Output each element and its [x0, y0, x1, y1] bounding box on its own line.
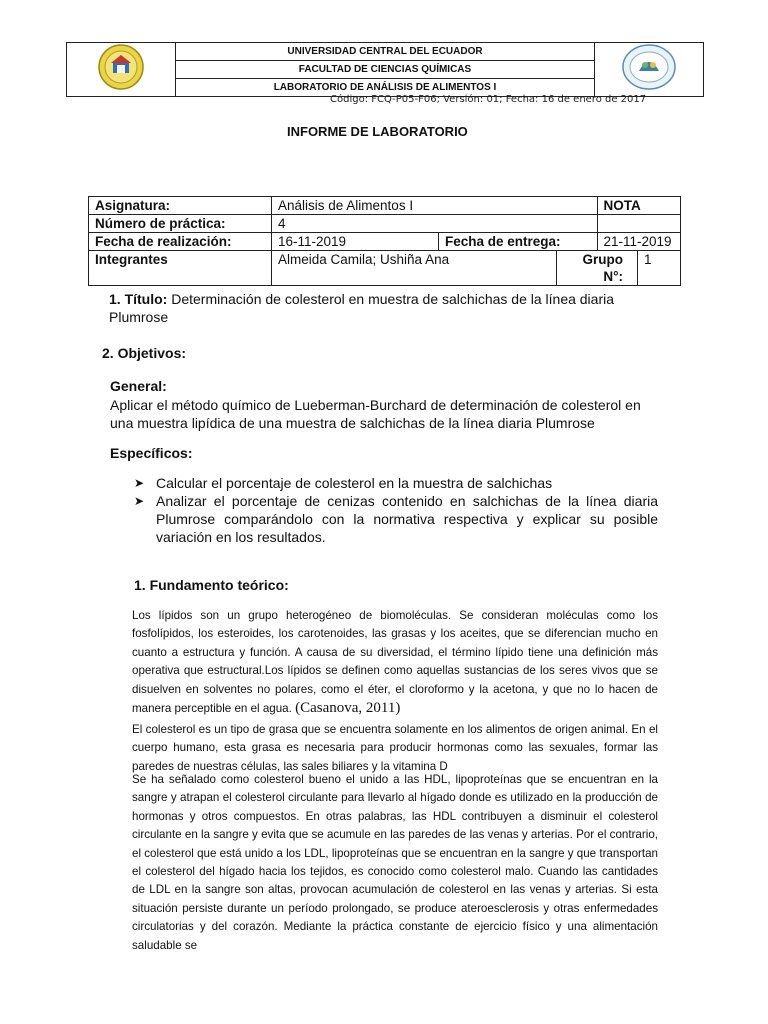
laboratory-name: LABORATORIO DE ANÁLISIS DE ALIMENTOS I: [176, 79, 595, 97]
report-info-table: [88, 196, 681, 286]
grade-label: NOTA: [597, 197, 681, 215]
university-name: UNIVERSIDAD CENTRAL DEL ECUADOR: [176, 43, 595, 61]
arrow-bullet-icon: ➤: [134, 476, 145, 490]
arrow-bullet-icon: ➤: [134, 494, 145, 508]
title-text-line2: Plumrose: [109, 309, 169, 325]
general-objective-label: General:: [110, 378, 167, 394]
general-objective-text: [110, 396, 670, 432]
theory-paragraph-3: Se ha señalado como colesterol bueno el unido a las HDL, lipoproteínas que se encuentran en la sangre y atrapan el colesterol circulante para llevarlo al hígado donde es utilizado en la producción de hormonas y otros compuestos. En otras palabras, las HDL contribuyen a disminuir el colesterol circulante en la sangre y evita que se acumule en las paredes de las venas y arterias. Por el contrario, el colesterol que está unido a los LDL, lipoproteínas que se encuentran en la sangre y que transportan el colesterol del hígado hacia los tejidos, es conocido como colesterol malo. Cuando las cantidades de LDL en la sangre son altas, provocan acumulación de colesterol en las venas y arterias. Si esta situación persiste durante un período prolongado, se produce ateroesclerosis y otras enfermedades circulatorias y del corazón. Mediante la práctica constante de ejercicio físico y una alimentación saludable se: [132, 773, 658, 952]
subject-value: Análisis de Alimentos I: [272, 197, 598, 215]
group-label: Grupo N°:: [557, 251, 638, 286]
date-delivery-label: Fecha de entrega:: [439, 233, 598, 251]
theory-paragraph-2: El colesterol es un tipo de grasa que se encuentra solamente en los alimentos de origen animal. En el cuerpo humano, esta grasa es necesaria para producir hormonas como las sexuales, formar las paredes de nuestras células, las sales biliares y la vitamina D: [132, 723, 658, 773]
document-code: Código: FCQ-P05-F06; Versión: 01; Fecha: 16 de enero de 2017: [330, 94, 647, 105]
date-delivery-value: 21-11-2019: [597, 233, 681, 251]
list-item-text: Analizar el porcentaje de cenizas contenido en salchichas de la línea diaria Plumrose comparándolo con la normativa respectiva y explicar su posible variación en los resultados.: [156, 493, 658, 545]
date-done-value: 16-11-2019: [272, 233, 439, 251]
group-value: 1: [638, 251, 681, 286]
grade-value: [597, 215, 681, 233]
theory-paragraph-1: [132, 607, 658, 718]
title-label: 1. Título:: [109, 291, 168, 307]
theory-heading: 1. Fundamento teórico:: [134, 577, 289, 593]
document-header: [66, 42, 704, 97]
citation: (Casanova, 2011): [295, 700, 401, 717]
list-item-text: Calcular el porcentaje de colesterol en la muestra de salchichas: [156, 475, 553, 491]
right-logo-cell: [595, 43, 704, 97]
page-title: INFORME DE LABORATORIO: [287, 124, 468, 139]
faculty-seal-icon: [621, 43, 677, 91]
members-value: Almeida Camila; Ushiña Ana: [272, 251, 557, 286]
title-section: [109, 290, 669, 326]
theory-paragraph-1-text: Los lípidos son un grupo heterogéneo de biomoléculas. Se consideran moléculas como los fosfolípidos, los esteroides, los carotenoides, las grasas y los aceites, que se diferencian mucho en cuanto a estructura y función. A causa de su diversidad, el término lípido tiene una definición más operativa que estructural.Los lípidos se definen como aquellas sustancias de los seres vivos que se disuelven en solventes no polares, como el éter, el cloroformo y la acetona, y que no lo hacen de manera perceptible en el agua.: [132, 609, 658, 716]
subject-label: Asignatura:: [89, 197, 272, 215]
faculty-name: FACULTAD DE CIENCIAS QUÍMICAS: [176, 61, 595, 79]
objectives-heading: 2. Objetivos:: [102, 345, 187, 361]
specific-objectives-label: Específicos:: [110, 445, 193, 461]
title-text-line1: Determinación de colesterol en muestra de salchichas de la línea diaria: [167, 291, 615, 307]
general-objective-line1: Aplicar el método químico de Lueberman-Burchard de determinación de colesterol en: [110, 397, 641, 413]
date-done-label: Fecha de realización:: [89, 233, 272, 251]
list-item: [134, 492, 658, 546]
members-label: Integrantes: [89, 251, 272, 286]
university-seal-icon: [97, 43, 145, 91]
list-item: [134, 474, 658, 492]
general-objective-line2: una muestra lipídica de una muestra de salchichas de la línea diaria Plumrose: [110, 415, 595, 431]
practice-label: Número de práctica:: [89, 215, 272, 233]
specific-objectives-list: [134, 474, 658, 546]
practice-value: 4: [272, 215, 598, 233]
left-logo-cell: [67, 43, 176, 97]
